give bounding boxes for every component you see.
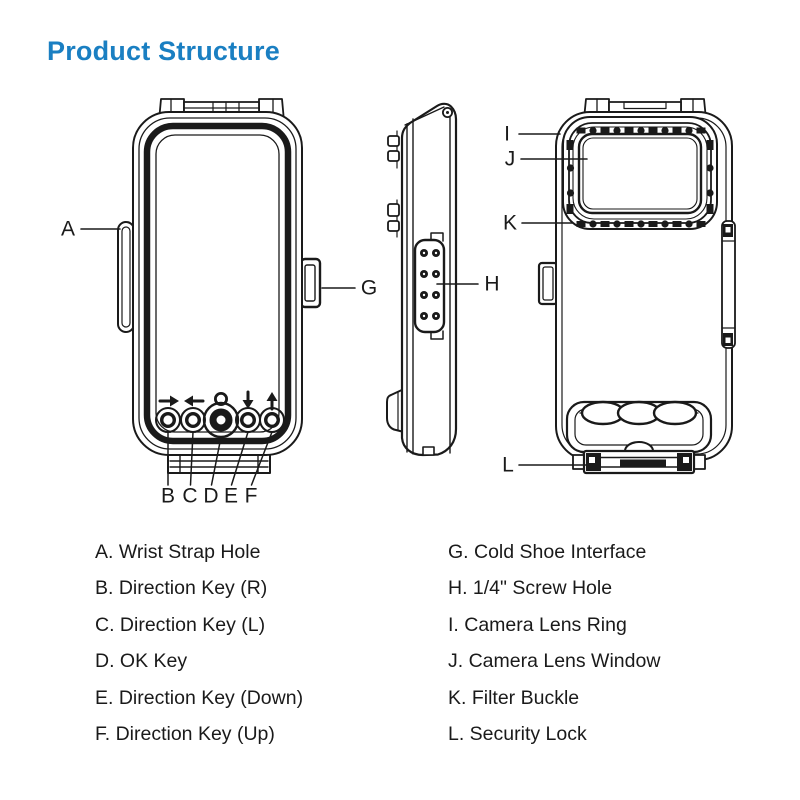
legend-right-column (448, 534, 660, 752)
callout-f: F (244, 484, 258, 508)
cold-shoe-interface (301, 259, 320, 307)
legend-item-c: C. Direction Key (L) (95, 613, 266, 636)
legend-item-g: G. Cold Shoe Interface (448, 541, 647, 563)
legend-item-j: J. Camera Lens Window (448, 650, 661, 673)
side-rail (722, 221, 735, 348)
legend-item-i: I. Camera Lens Ring (448, 613, 627, 636)
side-view (387, 104, 456, 455)
callout-e: E (223, 484, 239, 508)
front-view (118, 99, 320, 473)
legend-item-e: E. Direction Key (Down) (95, 686, 304, 709)
callout-b: B (160, 484, 176, 508)
legend-item-f: F. Direction Key (Up) (95, 723, 275, 746)
page-title: Product Structure (47, 36, 280, 66)
wrist-strap-hole (118, 222, 134, 332)
callout-i: I (504, 122, 510, 146)
callout-h: H (484, 272, 500, 296)
legend-item-a: A. Wrist Strap Hole (95, 541, 261, 563)
legend-item-k: K. Filter Buckle (448, 686, 580, 709)
camera-lens-window (579, 134, 701, 213)
legend-item-l: L. Security Lock (448, 723, 587, 746)
legend-item-h: H. 1/4" Screw Hole (448, 577, 613, 600)
callout-l: L (502, 453, 514, 477)
legend-item-b: B. Direction Key (R) (95, 577, 268, 600)
callout-c: C (182, 484, 198, 508)
side-latch-tab (539, 263, 557, 304)
back-view (539, 99, 735, 473)
callout-j: J (504, 147, 516, 171)
legend-left-column (95, 534, 303, 752)
callout-k: K (502, 211, 518, 235)
callout-d: D (203, 484, 219, 508)
callout-a: A (60, 217, 76, 241)
quarter-inch-screw-hole (415, 233, 444, 339)
legend-item-d: D. OK Key (95, 650, 188, 673)
callout-g: G (360, 276, 378, 300)
